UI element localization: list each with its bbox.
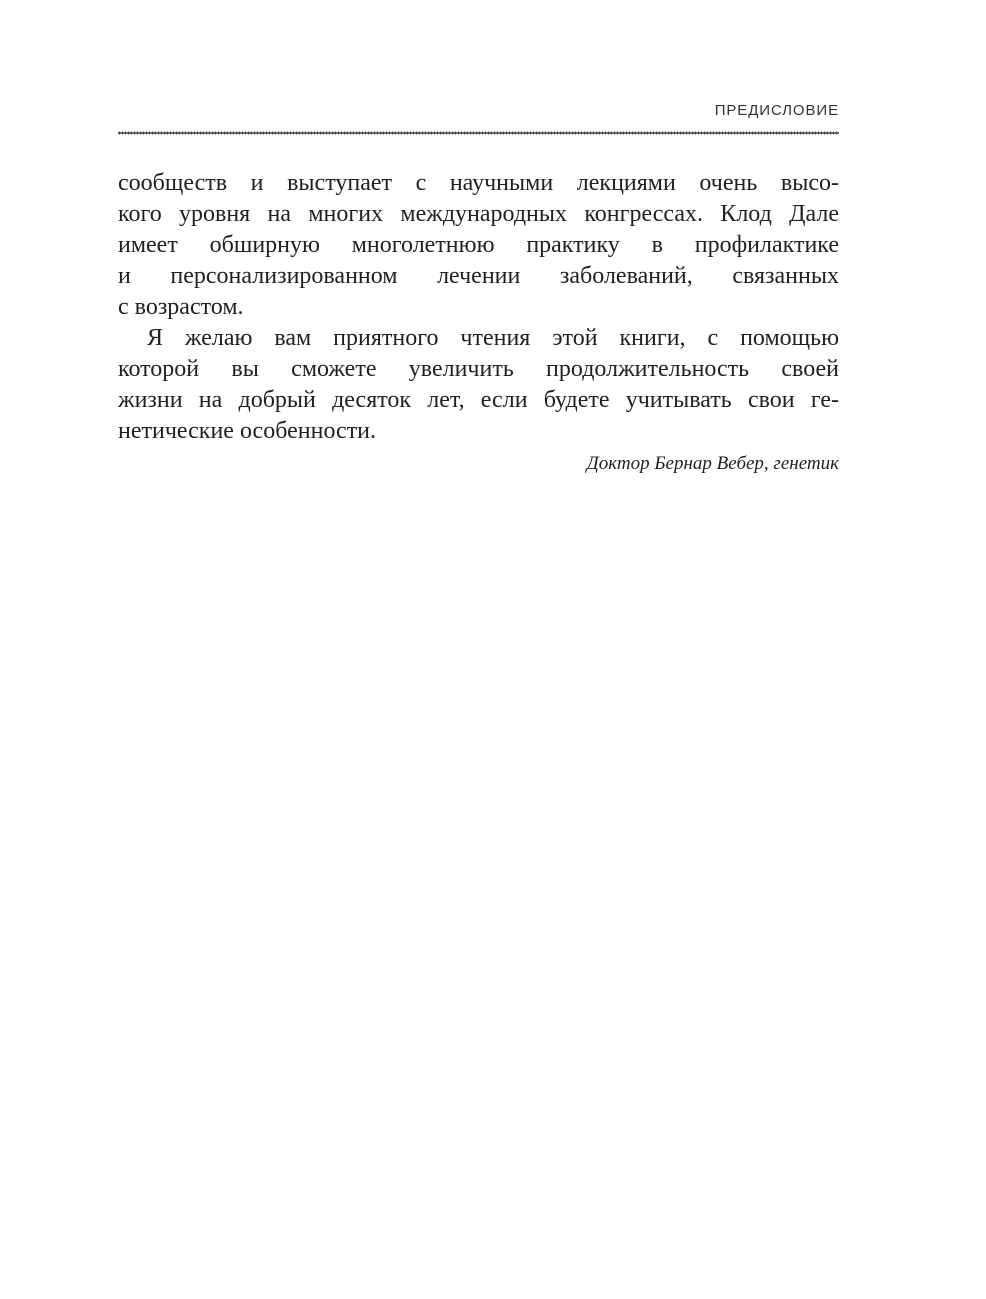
text-line: и персонализированном лечении заболеваний, связанных (118, 263, 839, 289)
text-line: нетические особенности. (118, 418, 377, 444)
author-signature: Доктор Бернар Вебер, генетик (586, 453, 839, 474)
text-line: Я желаю вам приятного чтения этой книги, с помощью (147, 325, 839, 351)
paragraph-2 (118, 323, 839, 447)
text-line: сообществ и выступает с научными лекциями очень высо- (118, 170, 839, 196)
text-line: которой вы сможете увеличить продолжительность своей (118, 356, 839, 382)
body-text (118, 168, 839, 447)
text-line: жизни на добрый десяток лет, если будете учитывать свои ге- (118, 387, 839, 413)
dotted-header-rule (118, 131, 839, 135)
text-line: с возрастом. (118, 294, 244, 320)
paragraph-1 (118, 168, 839, 323)
running-head-title: ПРЕДИСЛОВИЕ (714, 102, 839, 119)
text-line: имеет обширную многолетнюю практику в профилактике (118, 232, 839, 258)
text-line: кого уровня на многих международных конгрессах. Клод Дале (118, 201, 839, 227)
